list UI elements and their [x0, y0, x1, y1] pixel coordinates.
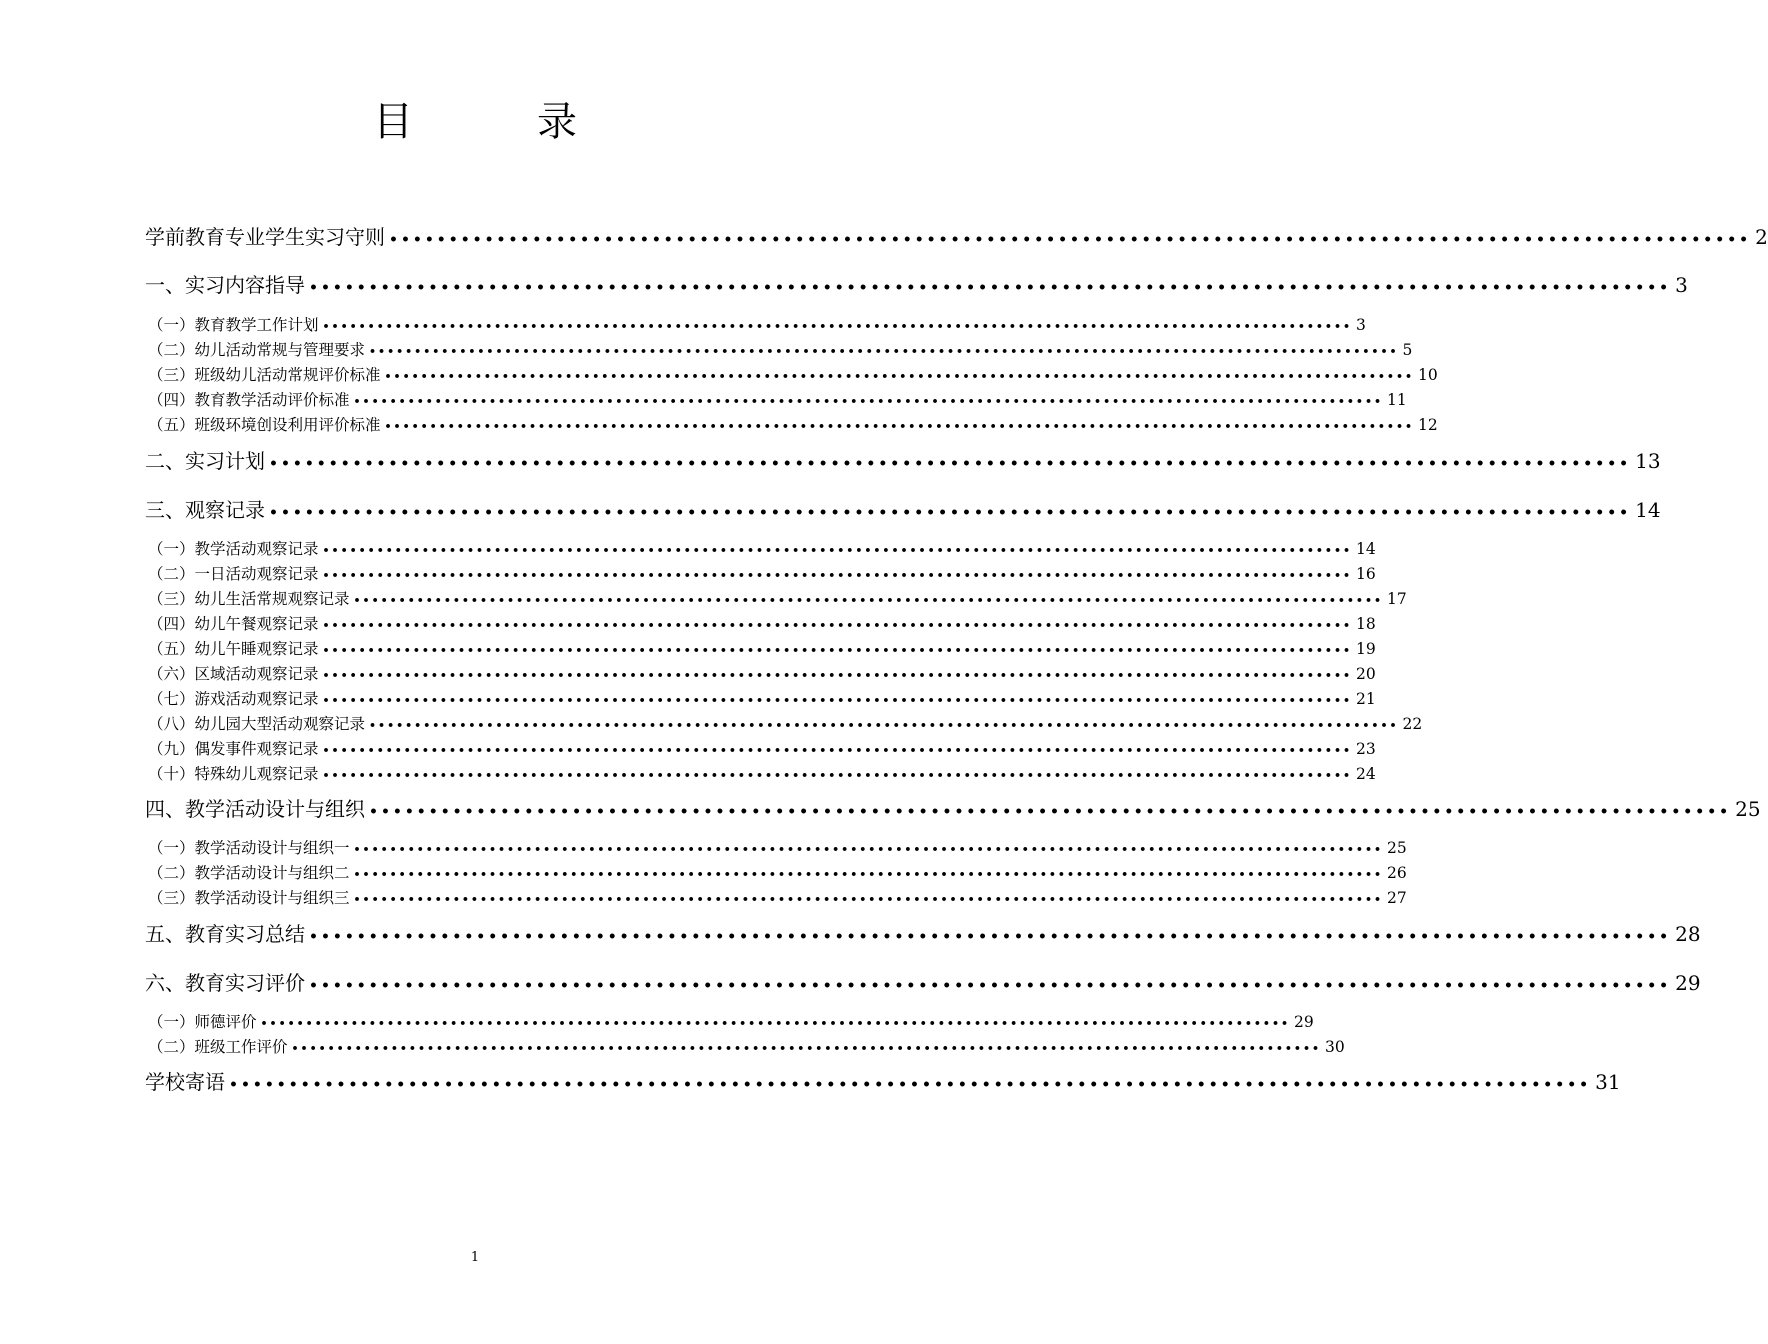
- toc-entry-label: 一、实习内容指导: [145, 273, 305, 297]
- toc-entry-label: （四）教育教学活动评价标准: [148, 391, 350, 409]
- toc-entry-page: 21: [1356, 690, 1376, 708]
- toc-entry-page: 3: [1356, 316, 1366, 334]
- toc-leader: ••••••••••••••••••••••••••••••••••••••••••••••••••••••••••••••••••••••••••••••••••••••••••••••••••••••••••••••••••: [384, 420, 1415, 433]
- toc-entry[interactable]: [145, 968, 1701, 998]
- toc-entry-label: 六、教育实习评价: [145, 971, 305, 995]
- toc-entry-label: （五）幼儿午睡观察记录: [148, 640, 319, 658]
- toc-subentry[interactable]: [148, 762, 1376, 786]
- toc-entry-page: 5: [1402, 341, 1413, 359]
- toc-leader: ••••••••••••••••••••••••••••••••••••••••••••••••••••••••••••••••••••••••••••••••••••••••••••••••••••••••••••••••••: [322, 544, 1353, 557]
- toc-leader: ••••••••••••••••••••••••••••••••••••••••••••••••••••••••••••••••••••••••••••••••••••••••••••••••••••••••••••••••••: [269, 505, 1632, 521]
- toc-leader: ••••••••••••••••••••••••••••••••••••••••••••••••••••••••••••••••••••••••••••••••••••••••••••••••••••••••••••••••••: [322, 619, 1353, 632]
- toc-entry-page: 11: [1387, 391, 1407, 409]
- toc-leader: ••••••••••••••••••••••••••••••••••••••••••••••••••••••••••••••••••••••••••••••••••••••••••••••••••••••••••••••••••: [369, 804, 1732, 820]
- toc-entry-page: 28: [1675, 922, 1701, 946]
- toc-subentry[interactable]: [148, 313, 1366, 337]
- toc-leader: ••••••••••••••••••••••••••••••••••••••••••••••••••••••••••••••••••••••••••••••••••••••••••••••••••••••••••••••••••: [322, 320, 1353, 333]
- toc-entry-page: 31: [1595, 1070, 1621, 1094]
- toc-entry-page: 26: [1387, 864, 1407, 882]
- toc-leader: ••••••••••••••••••••••••••••••••••••••••••••••••••••••••••••••••••••••••••••••••••••••••••••••••••••••••••••••••••: [269, 456, 1632, 472]
- toc-subentry[interactable]: [148, 687, 1376, 711]
- toc-subentry[interactable]: [148, 587, 1407, 611]
- toc-entry-page: 25: [1387, 839, 1407, 857]
- toc-entry-page: 22: [1402, 715, 1423, 733]
- toc-leader: ••••••••••••••••••••••••••••••••••••••••••••••••••••••••••••••••••••••••••••••••••••••••••••••••••••••••••••••••••: [322, 769, 1353, 782]
- toc-entry-label: （一）师德评价: [148, 1013, 257, 1031]
- page-title: 目 录: [373, 99, 619, 145]
- toc-entry-page: 3: [1675, 273, 1688, 297]
- toc-entry-page: 29: [1675, 971, 1701, 995]
- toc-entry-page: 29: [1294, 1013, 1314, 1031]
- toc-entry-label: （六）区域活动观察记录: [148, 665, 319, 683]
- toc-entry-label: （二）幼儿活动常规与管理要求: [148, 341, 366, 359]
- toc-entry-label: 学校寄语: [145, 1070, 225, 1094]
- toc-subentry[interactable]: [148, 1010, 1314, 1034]
- toc-entry-label: （一）教学活动观察记录: [148, 540, 319, 558]
- toc-leader: ••••••••••••••••••••••••••••••••••••••••••••••••••••••••••••••••••••••••••••••••••••••••••••••••••••••••••••••••••: [309, 280, 1672, 296]
- toc-entry-label: （二）班级工作评价: [148, 1038, 288, 1056]
- toc-entry-label: （五）班级环境创设利用评价标准: [148, 416, 381, 434]
- toc-subentry[interactable]: [148, 861, 1407, 885]
- toc-subentry[interactable]: [148, 1035, 1345, 1059]
- toc-entry-label: （十）特殊幼儿观察记录: [148, 765, 319, 783]
- toc-leader: ••••••••••••••••••••••••••••••••••••••••••••••••••••••••••••••••••••••••••••••••••••••••••••••••••••••••••••••••••: [384, 370, 1415, 383]
- toc-subentry[interactable]: [148, 612, 1376, 636]
- toc-subentry[interactable]: [148, 388, 1407, 412]
- toc-leader: ••••••••••••••••••••••••••••••••••••••••••••••••••••••••••••••••••••••••••••••••••••••••••••••••••••••••••••••••••: [260, 1017, 1291, 1030]
- toc-entry-label: 三、观察记录: [145, 498, 265, 522]
- toc-leader: ••••••••••••••••••••••••••••••••••••••••••••••••••••••••••••••••••••••••••••••••••••••••••••••••••••••••••••••••••: [322, 569, 1353, 582]
- toc-entry-page: 30: [1325, 1038, 1345, 1056]
- toc-subentry[interactable]: [148, 637, 1376, 661]
- toc-leader: ••••••••••••••••••••••••••••••••••••••••••••••••••••••••••••••••••••••••••••••••••••••••••••••••••••••••••••••••••: [229, 1077, 1592, 1093]
- toc-entry-label: （四）幼儿午餐观察记录: [148, 615, 319, 633]
- toc-entry-page: 25: [1735, 797, 1761, 821]
- toc-entry[interactable]: [145, 794, 1761, 824]
- toc-entry[interactable]: [145, 919, 1701, 949]
- toc-entry-page: 24: [1356, 765, 1376, 783]
- toc-leader: ••••••••••••••••••••••••••••••••••••••••••••••••••••••••••••••••••••••••••••••••••••••••••••••••••••••••••••••••••: [369, 345, 1399, 358]
- toc-entry-label: （八）幼儿园大型活动观察记录: [148, 715, 366, 733]
- toc-leader: ••••••••••••••••••••••••••••••••••••••••••••••••••••••••••••••••••••••••••••••••••••••••••••••••••••••••••••••••••: [369, 719, 1399, 732]
- toc-entry-label: 五、教育实习总结: [145, 922, 305, 946]
- toc-entry-label: （二）一日活动观察记录: [148, 565, 319, 583]
- toc-entry-label: （一）教学活动设计与组织一: [148, 839, 350, 857]
- toc-leader: ••••••••••••••••••••••••••••••••••••••••••••••••••••••••••••••••••••••••••••••••••••••••••••••••••••••••••••••••••: [309, 978, 1672, 994]
- toc-subentry[interactable]: [148, 662, 1376, 686]
- toc-entry-page: 27: [1387, 889, 1407, 907]
- toc-subentry[interactable]: [148, 562, 1376, 586]
- toc-entry-page: 13: [1635, 449, 1661, 473]
- toc-subentry[interactable]: [148, 737, 1376, 761]
- toc-entry-label: 四、教学活动设计与组织: [145, 797, 365, 821]
- toc-subentry[interactable]: [148, 537, 1376, 561]
- toc-entry[interactable]: [145, 270, 1688, 300]
- toc-entry-page: 16: [1356, 565, 1376, 583]
- toc-entry-page: 20: [1356, 665, 1376, 683]
- toc-entry-label: 二、实习计划: [145, 449, 265, 473]
- toc-entry[interactable]: [145, 1067, 1621, 1097]
- toc-entry-page: 14: [1635, 498, 1661, 522]
- toc-entry-page: 2: [1755, 225, 1768, 249]
- toc-leader: ••••••••••••••••••••••••••••••••••••••••••••••••••••••••••••••••••••••••••••••••••••••••••••••••••••••••••••••••••: [322, 744, 1353, 757]
- toc-subentry[interactable]: [148, 413, 1438, 437]
- toc-entry-label: （二）教学活动设计与组织二: [148, 864, 350, 882]
- toc-entry-label: （一）教育教学工作计划: [148, 316, 319, 334]
- toc-subentry[interactable]: [148, 886, 1407, 910]
- toc-entry-page: 14: [1356, 540, 1376, 558]
- toc-leader: ••••••••••••••••••••••••••••••••••••••••••••••••••••••••••••••••••••••••••••••••••••••••••••••••••••••••••••••••••: [353, 843, 1384, 856]
- toc-subentry[interactable]: [148, 363, 1438, 387]
- toc-entry-label: （九）偶发事件观察记录: [148, 740, 319, 758]
- toc-leader: ••••••••••••••••••••••••••••••••••••••••••••••••••••••••••••••••••••••••••••••••••••••••••••••••••••••••••••••••••: [291, 1042, 1322, 1055]
- toc-leader: ••••••••••••••••••••••••••••••••••••••••••••••••••••••••••••••••••••••••••••••••••••••••••••••••••••••••••••••••••: [309, 929, 1672, 945]
- toc-subentry[interactable]: [148, 836, 1407, 860]
- toc-leader: ••••••••••••••••••••••••••••••••••••••••••••••••••••••••••••••••••••••••••••••••••••••••••••••••••••••••••••••••••: [353, 594, 1384, 607]
- toc-entry-page: 23: [1356, 740, 1376, 758]
- toc-entry-page: 12: [1418, 416, 1438, 434]
- toc-entry[interactable]: [145, 446, 1661, 476]
- toc-subentry[interactable]: [148, 712, 1423, 736]
- toc-entry-label: （三）幼儿生活常规观察记录: [148, 590, 350, 608]
- toc-entry-page: 19: [1356, 640, 1376, 658]
- toc-entry-page: 17: [1387, 590, 1407, 608]
- toc-leader: ••••••••••••••••••••••••••••••••••••••••••••••••••••••••••••••••••••••••••••••••••••••••••••••••••••••••••••••••••: [322, 694, 1353, 707]
- toc-leader: ••••••••••••••••••••••••••••••••••••••••••••••••••••••••••••••••••••••••••••••••••••••••••••••••••••••••••••••••••: [353, 893, 1384, 906]
- toc-entry[interactable]: [145, 222, 1768, 252]
- toc-leader: ••••••••••••••••••••••••••••••••••••••••••••••••••••••••••••••••••••••••••••••••••••••••••••••••••••••••••••••••••: [353, 395, 1384, 408]
- toc-entry-page: 18: [1356, 615, 1376, 633]
- toc-leader: ••••••••••••••••••••••••••••••••••••••••••••••••••••••••••••••••••••••••••••••••••••••••••••••••••••••••••••••••••: [389, 232, 1752, 248]
- page-number: 1: [470, 1250, 480, 1265]
- toc-entry-page: 10: [1418, 366, 1438, 384]
- toc-leader: ••••••••••••••••••••••••••••••••••••••••••••••••••••••••••••••••••••••••••••••••••••••••••••••••••••••••••••••••••: [322, 669, 1353, 682]
- toc-subentry[interactable]: [148, 338, 1413, 362]
- toc-entry-label: （七）游戏活动观察记录: [148, 690, 319, 708]
- toc-leader: ••••••••••••••••••••••••••••••••••••••••••••••••••••••••••••••••••••••••••••••••••••••••••••••••••••••••••••••••••: [322, 644, 1353, 657]
- toc-leader: ••••••••••••••••••••••••••••••••••••••••••••••••••••••••••••••••••••••••••••••••••••••••••••••••••••••••••••••••••: [353, 868, 1384, 881]
- toc-entry[interactable]: [145, 495, 1661, 525]
- toc-entry-label: （三）班级幼儿活动常规评价标准: [148, 366, 381, 384]
- toc-entry-label: 学前教育专业学生实习守则: [145, 225, 385, 249]
- toc-entry-label: （三）教学活动设计与组织三: [148, 889, 350, 907]
